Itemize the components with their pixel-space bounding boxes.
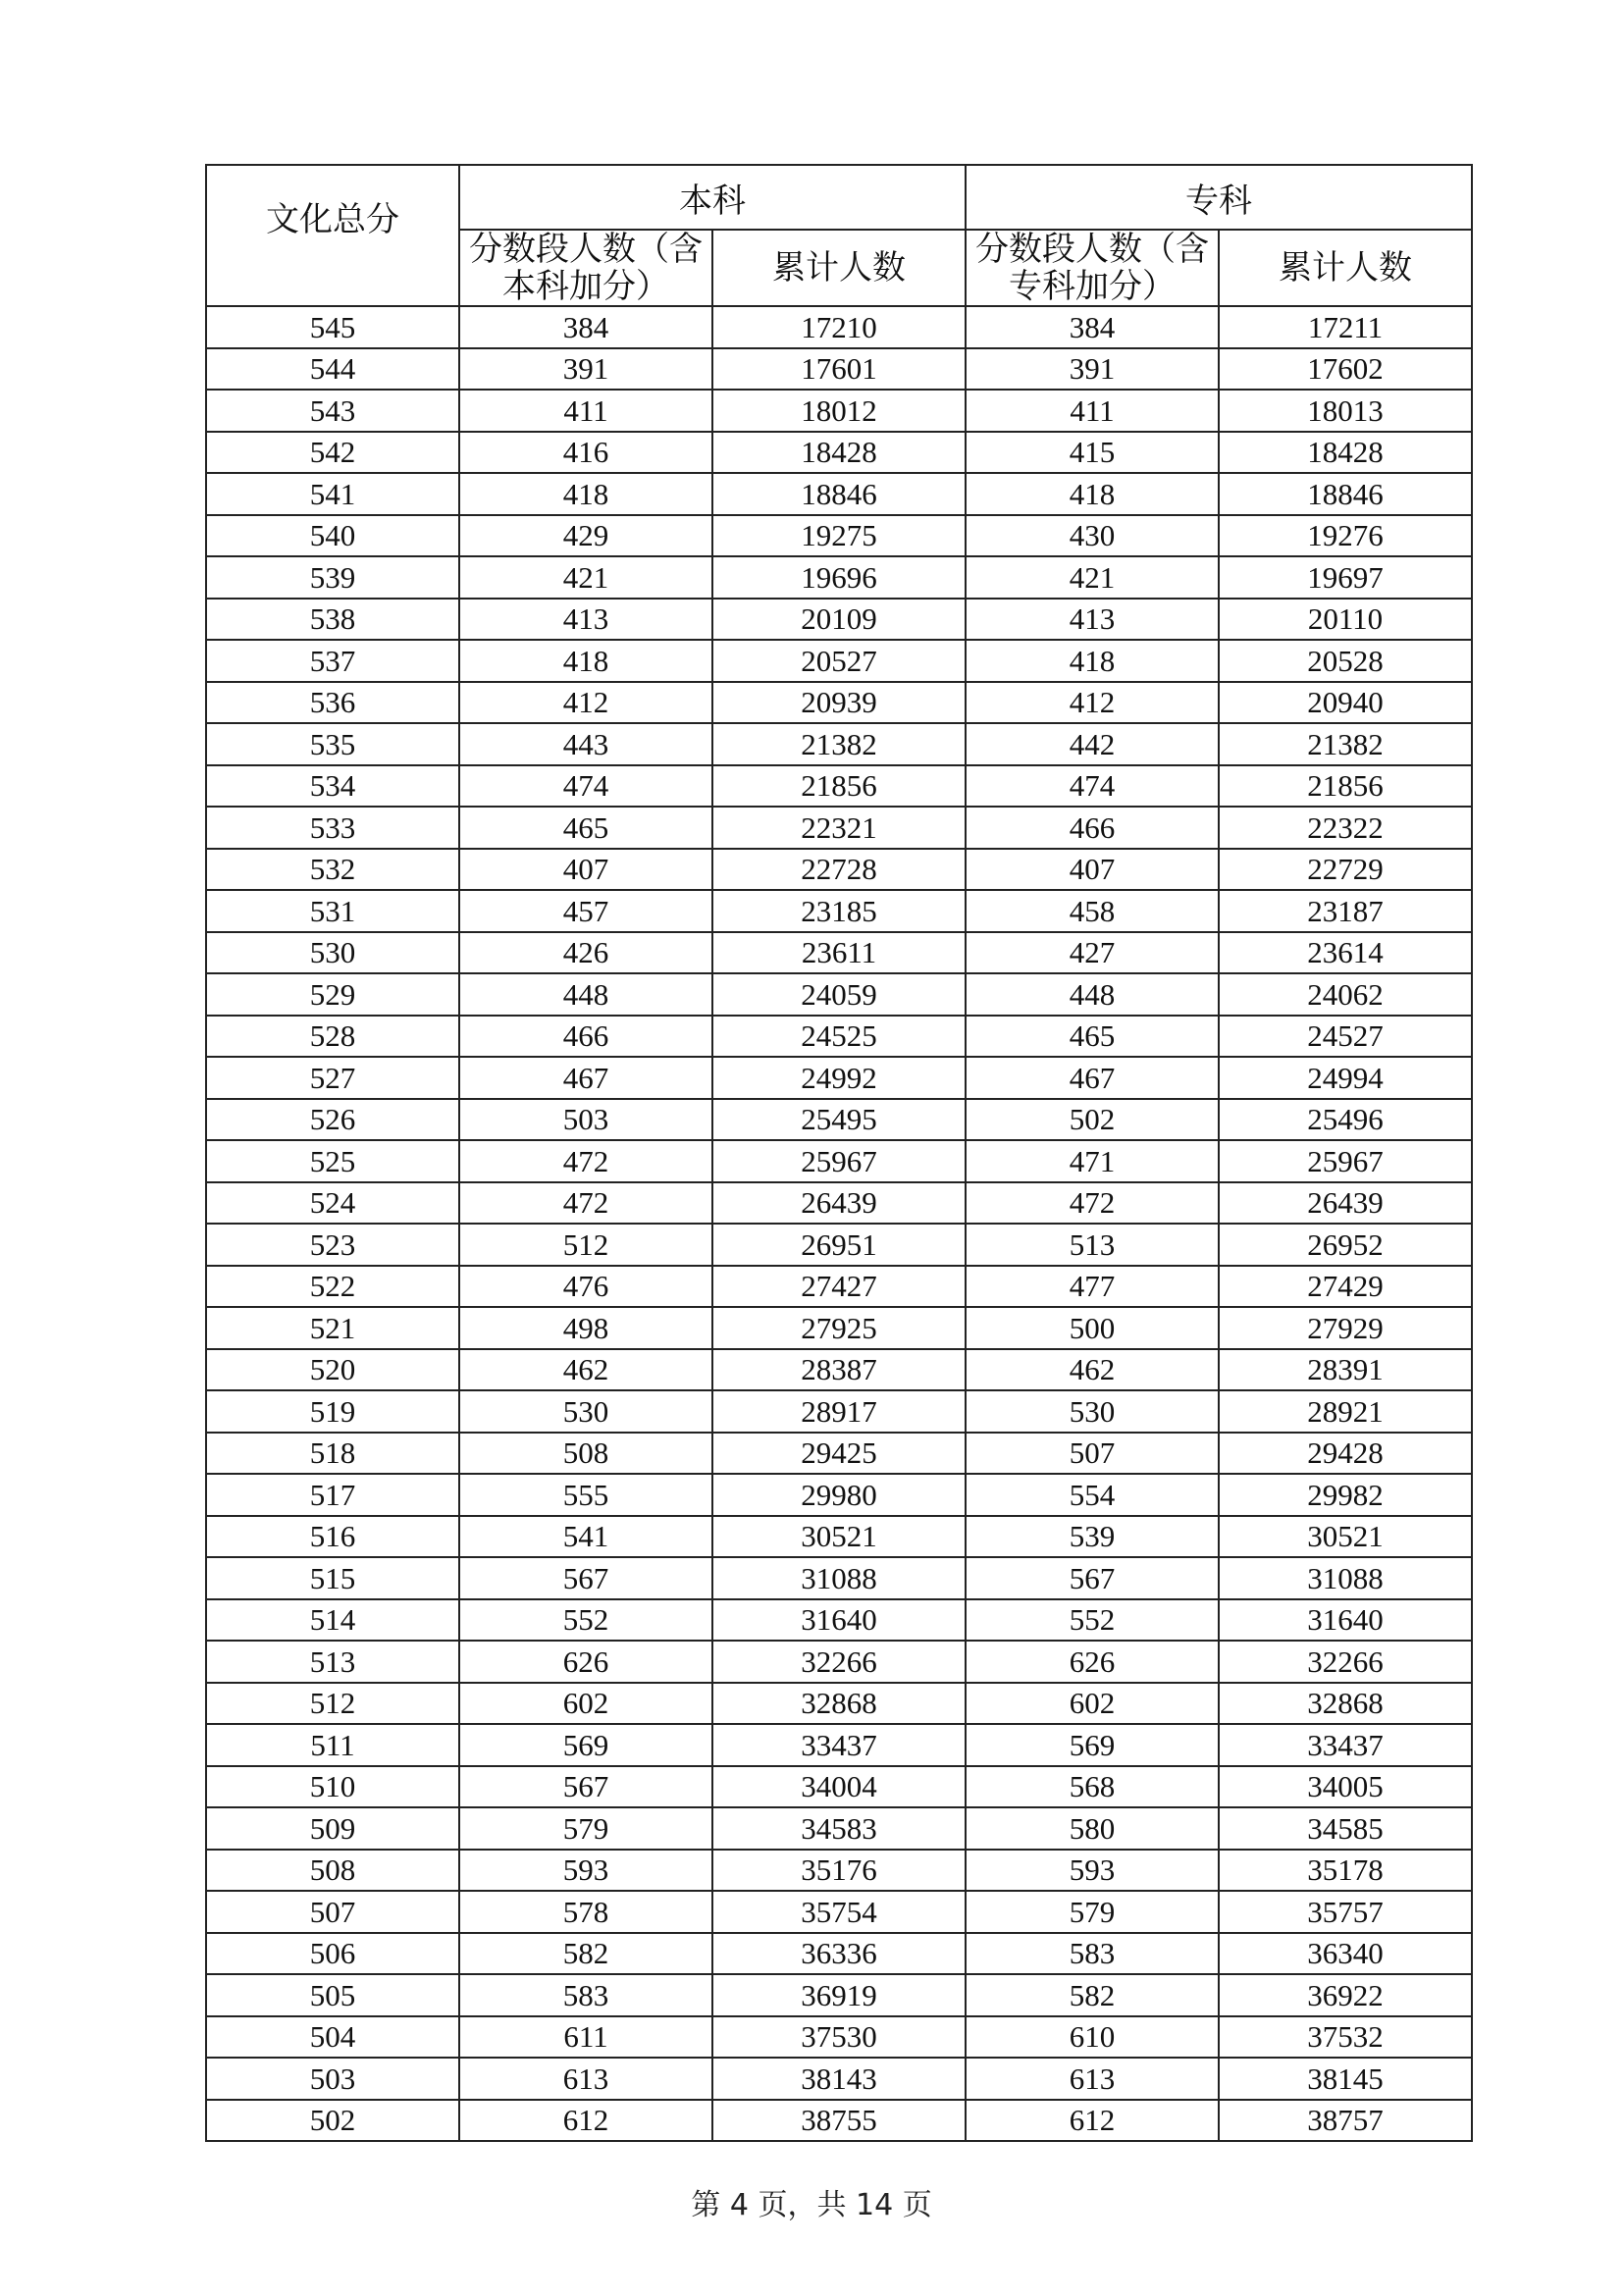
benke-cumulative-cell: 18428 bbox=[712, 432, 966, 474]
benke-segment-cell: 384 bbox=[459, 306, 712, 348]
zhuanke-cumulative-cell: 36922 bbox=[1219, 1974, 1472, 2016]
zhuanke-segment-cell: 384 bbox=[966, 306, 1219, 348]
zhuanke-cumulative-cell: 18846 bbox=[1219, 473, 1472, 515]
table-row bbox=[206, 1724, 1472, 1766]
benke-cumulative-cell: 25967 bbox=[712, 1140, 966, 1182]
zhuanke-segment-cell: 442 bbox=[966, 723, 1219, 765]
score-cell: 538 bbox=[206, 599, 459, 641]
zhuanke-cumulative-cell: 36340 bbox=[1219, 1933, 1472, 1975]
score-cell: 517 bbox=[206, 1474, 459, 1516]
benke-segment-cell: 411 bbox=[459, 390, 712, 432]
score-cell: 522 bbox=[206, 1266, 459, 1308]
zhuanke-cumulative-cell: 22729 bbox=[1219, 849, 1472, 891]
zhuanke-cumulative-cell: 17602 bbox=[1219, 348, 1472, 391]
zhuanke-segment-cell: 448 bbox=[966, 973, 1219, 1016]
benke-cumulative-cell: 17210 bbox=[712, 306, 966, 348]
zhuanke-segment-cell: 502 bbox=[966, 1099, 1219, 1141]
zhuanke-cumulative-cell: 21856 bbox=[1219, 765, 1472, 808]
benke-cumulative-cell: 30521 bbox=[712, 1516, 966, 1558]
benke-segment-cell: 602 bbox=[459, 1683, 712, 1725]
benke-cumulative-cell: 31088 bbox=[712, 1557, 966, 1599]
zhuanke-segment-cell: 554 bbox=[966, 1474, 1219, 1516]
benke-cumulative-cell: 17601 bbox=[712, 348, 966, 391]
score-cell: 545 bbox=[206, 306, 459, 348]
zhuanke-cumulative-cell: 19276 bbox=[1219, 515, 1472, 557]
table-row bbox=[206, 723, 1472, 765]
benke-segment-cell: 567 bbox=[459, 1766, 712, 1808]
header-score: 文化总分 bbox=[206, 165, 459, 306]
zhuanke-segment-cell: 418 bbox=[966, 640, 1219, 682]
zhuanke-segment-cell: 602 bbox=[966, 1683, 1219, 1725]
zhuanke-segment-cell: 583 bbox=[966, 1933, 1219, 1975]
zhuanke-cumulative-cell: 24994 bbox=[1219, 1057, 1472, 1099]
header-group-zhuanke: 专科 bbox=[966, 165, 1472, 230]
benke-cumulative-cell: 31640 bbox=[712, 1599, 966, 1642]
header-zhuanke-segment-text: 分数段人数（含专科加分） bbox=[975, 230, 1209, 306]
zhuanke-segment-cell: 582 bbox=[966, 1974, 1219, 2016]
benke-segment-cell: 391 bbox=[459, 348, 712, 391]
zhuanke-cumulative-cell: 21382 bbox=[1219, 723, 1472, 765]
zhuanke-cumulative-cell: 38145 bbox=[1219, 2058, 1472, 2100]
zhuanke-segment-cell: 626 bbox=[966, 1641, 1219, 1683]
zhuanke-cumulative-cell: 32266 bbox=[1219, 1641, 1472, 1683]
benke-cumulative-cell: 26951 bbox=[712, 1224, 966, 1266]
benke-cumulative-cell: 20939 bbox=[712, 682, 966, 724]
benke-segment-cell: 555 bbox=[459, 1474, 712, 1516]
table-row bbox=[206, 1891, 1472, 1933]
zhuanke-cumulative-cell: 38757 bbox=[1219, 2100, 1472, 2142]
benke-cumulative-cell: 22321 bbox=[712, 807, 966, 849]
table-row bbox=[206, 1974, 1472, 2016]
score-cell: 514 bbox=[206, 1599, 459, 1642]
benke-segment-cell: 465 bbox=[459, 807, 712, 849]
benke-segment-cell: 578 bbox=[459, 1891, 712, 1933]
benke-segment-cell: 503 bbox=[459, 1099, 712, 1141]
table-row bbox=[206, 348, 1472, 391]
zhuanke-segment-cell: 391 bbox=[966, 348, 1219, 391]
zhuanke-segment-cell: 552 bbox=[966, 1599, 1219, 1642]
zhuanke-segment-cell: 430 bbox=[966, 515, 1219, 557]
score-cell: 509 bbox=[206, 1807, 459, 1850]
zhuanke-cumulative-cell: 27429 bbox=[1219, 1266, 1472, 1308]
score-cell: 520 bbox=[206, 1349, 459, 1391]
benke-segment-cell: 530 bbox=[459, 1390, 712, 1433]
zhuanke-segment-cell: 418 bbox=[966, 473, 1219, 515]
zhuanke-cumulative-cell: 18013 bbox=[1219, 390, 1472, 432]
zhuanke-cumulative-cell: 24062 bbox=[1219, 973, 1472, 1016]
zhuanke-segment-cell: 415 bbox=[966, 432, 1219, 474]
table-row bbox=[206, 807, 1472, 849]
benke-cumulative-cell: 20109 bbox=[712, 599, 966, 641]
benke-segment-cell: 457 bbox=[459, 890, 712, 932]
zhuanke-segment-cell: 474 bbox=[966, 765, 1219, 808]
benke-segment-cell: 612 bbox=[459, 2100, 712, 2142]
benke-segment-cell: 413 bbox=[459, 599, 712, 641]
zhuanke-segment-cell: 507 bbox=[966, 1433, 1219, 1475]
zhuanke-cumulative-cell: 25967 bbox=[1219, 1140, 1472, 1182]
table-row bbox=[206, 640, 1472, 682]
score-cell: 502 bbox=[206, 2100, 459, 2142]
zhuanke-segment-cell: 411 bbox=[966, 390, 1219, 432]
zhuanke-segment-cell: 500 bbox=[966, 1307, 1219, 1349]
benke-segment-cell: 474 bbox=[459, 765, 712, 808]
benke-segment-cell: 426 bbox=[459, 932, 712, 974]
benke-cumulative-cell: 38755 bbox=[712, 2100, 966, 2142]
table-row bbox=[206, 1016, 1472, 1058]
benke-cumulative-cell: 26439 bbox=[712, 1182, 966, 1225]
header-zhuanke-cumulative: 累计人数 bbox=[1219, 230, 1472, 306]
zhuanke-segment-cell: 465 bbox=[966, 1016, 1219, 1058]
benke-segment-cell: 472 bbox=[459, 1140, 712, 1182]
score-cell: 505 bbox=[206, 1974, 459, 2016]
zhuanke-segment-cell: 593 bbox=[966, 1850, 1219, 1892]
benke-cumulative-cell: 29425 bbox=[712, 1433, 966, 1475]
zhuanke-cumulative-cell: 33437 bbox=[1219, 1724, 1472, 1766]
zhuanke-segment-cell: 466 bbox=[966, 807, 1219, 849]
benke-segment-cell: 466 bbox=[459, 1016, 712, 1058]
zhuanke-segment-cell: 421 bbox=[966, 556, 1219, 599]
benke-segment-cell: 498 bbox=[459, 1307, 712, 1349]
benke-segment-cell: 552 bbox=[459, 1599, 712, 1642]
benke-cumulative-cell: 25495 bbox=[712, 1099, 966, 1141]
table-row bbox=[206, 1224, 1472, 1266]
benke-cumulative-cell: 35176 bbox=[712, 1850, 966, 1892]
benke-cumulative-cell: 27427 bbox=[712, 1266, 966, 1308]
benke-segment-cell: 626 bbox=[459, 1641, 712, 1683]
table-row bbox=[206, 306, 1472, 348]
benke-cumulative-cell: 18012 bbox=[712, 390, 966, 432]
score-cell: 543 bbox=[206, 390, 459, 432]
table-row bbox=[206, 599, 1472, 641]
benke-segment-cell: 508 bbox=[459, 1433, 712, 1475]
score-cell: 528 bbox=[206, 1016, 459, 1058]
zhuanke-cumulative-cell: 26952 bbox=[1219, 1224, 1472, 1266]
header-benke-segment-text: 分数段人数（含本科加分） bbox=[469, 230, 703, 306]
benke-segment-cell: 472 bbox=[459, 1182, 712, 1225]
score-cell: 504 bbox=[206, 2016, 459, 2059]
zhuanke-cumulative-cell: 17211 bbox=[1219, 306, 1472, 348]
score-cell: 541 bbox=[206, 473, 459, 515]
benke-cumulative-cell: 36336 bbox=[712, 1933, 966, 1975]
table-row bbox=[206, 973, 1472, 1016]
benke-cumulative-cell: 19696 bbox=[712, 556, 966, 599]
benke-segment-cell: 421 bbox=[459, 556, 712, 599]
zhuanke-cumulative-cell: 26439 bbox=[1219, 1182, 1472, 1225]
zhuanke-cumulative-cell: 35757 bbox=[1219, 1891, 1472, 1933]
score-cell: 536 bbox=[206, 682, 459, 724]
zhuanke-segment-cell: 467 bbox=[966, 1057, 1219, 1099]
table-row bbox=[206, 1182, 1472, 1225]
benke-segment-cell: 448 bbox=[459, 973, 712, 1016]
table-row bbox=[206, 1307, 1472, 1349]
benke-cumulative-cell: 38143 bbox=[712, 2058, 966, 2100]
table-row bbox=[206, 1557, 1472, 1599]
header-benke-cumulative: 累计人数 bbox=[712, 230, 966, 306]
benke-segment-cell: 407 bbox=[459, 849, 712, 891]
table-row bbox=[206, 2100, 1472, 2142]
benke-segment-cell: 567 bbox=[459, 1557, 712, 1599]
score-cell: 540 bbox=[206, 515, 459, 557]
zhuanke-segment-cell: 413 bbox=[966, 599, 1219, 641]
zhuanke-segment-cell: 579 bbox=[966, 1891, 1219, 1933]
zhuanke-segment-cell: 427 bbox=[966, 932, 1219, 974]
score-distribution-table bbox=[205, 164, 1473, 2142]
benke-cumulative-cell: 21382 bbox=[712, 723, 966, 765]
header-benke-segment bbox=[459, 230, 712, 306]
zhuanke-cumulative-cell: 20110 bbox=[1219, 599, 1472, 641]
table-row bbox=[206, 1516, 1472, 1558]
table-row bbox=[206, 849, 1472, 891]
zhuanke-cumulative-cell: 30521 bbox=[1219, 1516, 1472, 1558]
table-row bbox=[206, 1474, 1472, 1516]
table-row bbox=[206, 1266, 1472, 1308]
table-row bbox=[206, 1850, 1472, 1892]
zhuanke-cumulative-cell: 29428 bbox=[1219, 1433, 1472, 1475]
score-cell: 523 bbox=[206, 1224, 459, 1266]
zhuanke-cumulative-cell: 24527 bbox=[1219, 1016, 1472, 1058]
zhuanke-segment-cell: 580 bbox=[966, 1807, 1219, 1850]
score-cell: 508 bbox=[206, 1850, 459, 1892]
zhuanke-cumulative-cell: 28921 bbox=[1219, 1390, 1472, 1433]
benke-cumulative-cell: 35754 bbox=[712, 1891, 966, 1933]
benke-segment-cell: 476 bbox=[459, 1266, 712, 1308]
benke-segment-cell: 429 bbox=[459, 515, 712, 557]
zhuanke-segment-cell: 471 bbox=[966, 1140, 1219, 1182]
score-cell: 525 bbox=[206, 1140, 459, 1182]
page-number: 第 4 页，共 14 页 bbox=[691, 2188, 932, 2222]
table-row bbox=[206, 1433, 1472, 1475]
zhuanke-segment-cell: 458 bbox=[966, 890, 1219, 932]
zhuanke-segment-cell: 530 bbox=[966, 1390, 1219, 1433]
score-cell: 507 bbox=[206, 1891, 459, 1933]
benke-cumulative-cell: 23185 bbox=[712, 890, 966, 932]
table-row bbox=[206, 2058, 1472, 2100]
benke-cumulative-cell: 34583 bbox=[712, 1807, 966, 1850]
zhuanke-cumulative-cell: 27929 bbox=[1219, 1307, 1472, 1349]
zhuanke-cumulative-cell: 31088 bbox=[1219, 1557, 1472, 1599]
benke-cumulative-cell: 28917 bbox=[712, 1390, 966, 1433]
benke-cumulative-cell: 27925 bbox=[712, 1307, 966, 1349]
zhuanke-cumulative-cell: 23187 bbox=[1219, 890, 1472, 932]
zhuanke-cumulative-cell: 34585 bbox=[1219, 1807, 1472, 1850]
table-row bbox=[206, 515, 1472, 557]
benke-cumulative-cell: 33437 bbox=[712, 1724, 966, 1766]
score-cell: 527 bbox=[206, 1057, 459, 1099]
score-cell: 512 bbox=[206, 1683, 459, 1725]
benke-cumulative-cell: 22728 bbox=[712, 849, 966, 891]
table-body bbox=[206, 306, 1472, 2141]
table-row bbox=[206, 1933, 1472, 1975]
score-cell: 516 bbox=[206, 1516, 459, 1558]
table-row bbox=[206, 682, 1472, 724]
table-row bbox=[206, 1807, 1472, 1850]
zhuanke-cumulative-cell: 34005 bbox=[1219, 1766, 1472, 1808]
zhuanke-segment-cell: 513 bbox=[966, 1224, 1219, 1266]
table-row bbox=[206, 890, 1472, 932]
benke-segment-cell: 412 bbox=[459, 682, 712, 724]
benke-cumulative-cell: 32266 bbox=[712, 1641, 966, 1683]
zhuanke-segment-cell: 567 bbox=[966, 1557, 1219, 1599]
table-row bbox=[206, 1349, 1472, 1391]
score-cell: 524 bbox=[206, 1182, 459, 1225]
score-cell: 544 bbox=[206, 348, 459, 391]
benke-cumulative-cell: 19275 bbox=[712, 515, 966, 557]
zhuanke-segment-cell: 613 bbox=[966, 2058, 1219, 2100]
table-row bbox=[206, 556, 1472, 599]
zhuanke-segment-cell: 412 bbox=[966, 682, 1219, 724]
table-row bbox=[206, 1599, 1472, 1642]
zhuanke-cumulative-cell: 19697 bbox=[1219, 556, 1472, 599]
table-row bbox=[206, 1641, 1472, 1683]
score-cell: 530 bbox=[206, 932, 459, 974]
benke-segment-cell: 569 bbox=[459, 1724, 712, 1766]
benke-cumulative-cell: 28387 bbox=[712, 1349, 966, 1391]
zhuanke-cumulative-cell: 20940 bbox=[1219, 682, 1472, 724]
table-row bbox=[206, 1057, 1472, 1099]
benke-cumulative-cell: 24525 bbox=[712, 1016, 966, 1058]
score-cell: 521 bbox=[206, 1307, 459, 1349]
score-cell: 533 bbox=[206, 807, 459, 849]
benke-segment-cell: 579 bbox=[459, 1807, 712, 1850]
zhuanke-cumulative-cell: 22322 bbox=[1219, 807, 1472, 849]
benke-cumulative-cell: 20527 bbox=[712, 640, 966, 682]
score-cell: 518 bbox=[206, 1433, 459, 1475]
zhuanke-segment-cell: 569 bbox=[966, 1724, 1219, 1766]
zhuanke-segment-cell: 539 bbox=[966, 1516, 1219, 1558]
score-cell: 513 bbox=[206, 1641, 459, 1683]
benke-cumulative-cell: 24992 bbox=[712, 1057, 966, 1099]
table-row bbox=[206, 1766, 1472, 1808]
zhuanke-segment-cell: 472 bbox=[966, 1182, 1219, 1225]
score-cell: 531 bbox=[206, 890, 459, 932]
benke-cumulative-cell: 34004 bbox=[712, 1766, 966, 1808]
header-group-benke: 本科 bbox=[459, 165, 966, 230]
benke-cumulative-cell: 18846 bbox=[712, 473, 966, 515]
zhuanke-cumulative-cell: 28391 bbox=[1219, 1349, 1472, 1391]
benke-segment-cell: 467 bbox=[459, 1057, 712, 1099]
benke-segment-cell: 593 bbox=[459, 1850, 712, 1892]
benke-segment-cell: 462 bbox=[459, 1349, 712, 1391]
table-row bbox=[206, 1140, 1472, 1182]
score-cell: 535 bbox=[206, 723, 459, 765]
benke-segment-cell: 611 bbox=[459, 2016, 712, 2059]
table-row bbox=[206, 1099, 1472, 1141]
benke-cumulative-cell: 29980 bbox=[712, 1474, 966, 1516]
benke-segment-cell: 418 bbox=[459, 640, 712, 682]
table-row bbox=[206, 1683, 1472, 1725]
score-cell: 510 bbox=[206, 1766, 459, 1808]
score-cell: 526 bbox=[206, 1099, 459, 1141]
score-cell: 506 bbox=[206, 1933, 459, 1975]
benke-segment-cell: 416 bbox=[459, 432, 712, 474]
table-row bbox=[206, 473, 1472, 515]
benke-segment-cell: 583 bbox=[459, 1974, 712, 2016]
zhuanke-segment-cell: 612 bbox=[966, 2100, 1219, 2142]
zhuanke-cumulative-cell: 23614 bbox=[1219, 932, 1472, 974]
score-cell: 511 bbox=[206, 1724, 459, 1766]
zhuanke-segment-cell: 477 bbox=[966, 1266, 1219, 1308]
score-cell: 529 bbox=[206, 973, 459, 1016]
benke-segment-cell: 613 bbox=[459, 2058, 712, 2100]
benke-cumulative-cell: 21856 bbox=[712, 765, 966, 808]
benke-cumulative-cell: 36919 bbox=[712, 1974, 966, 2016]
zhuanke-cumulative-cell: 31640 bbox=[1219, 1599, 1472, 1642]
benke-segment-cell: 541 bbox=[459, 1516, 712, 1558]
table-row bbox=[206, 432, 1472, 474]
benke-segment-cell: 582 bbox=[459, 1933, 712, 1975]
zhuanke-cumulative-cell: 18428 bbox=[1219, 432, 1472, 474]
zhuanke-segment-cell: 568 bbox=[966, 1766, 1219, 1808]
zhuanke-cumulative-cell: 32868 bbox=[1219, 1683, 1472, 1725]
zhuanke-segment-cell: 462 bbox=[966, 1349, 1219, 1391]
score-cell: 519 bbox=[206, 1390, 459, 1433]
table-row bbox=[206, 390, 1472, 432]
zhuanke-cumulative-cell: 37532 bbox=[1219, 2016, 1472, 2059]
table-row bbox=[206, 2016, 1472, 2059]
zhuanke-segment-cell: 610 bbox=[966, 2016, 1219, 2059]
zhuanke-cumulative-cell: 35178 bbox=[1219, 1850, 1472, 1892]
zhuanke-segment-cell: 407 bbox=[966, 849, 1219, 891]
score-cell: 537 bbox=[206, 640, 459, 682]
score-cell: 503 bbox=[206, 2058, 459, 2100]
zhuanke-cumulative-cell: 25496 bbox=[1219, 1099, 1472, 1141]
benke-cumulative-cell: 23611 bbox=[712, 932, 966, 974]
score-cell: 542 bbox=[206, 432, 459, 474]
benke-cumulative-cell: 24059 bbox=[712, 973, 966, 1016]
score-cell: 534 bbox=[206, 765, 459, 808]
benke-segment-cell: 418 bbox=[459, 473, 712, 515]
benke-segment-cell: 443 bbox=[459, 723, 712, 765]
benke-cumulative-cell: 37530 bbox=[712, 2016, 966, 2059]
zhuanke-cumulative-cell: 20528 bbox=[1219, 640, 1472, 682]
zhuanke-cumulative-cell: 29982 bbox=[1219, 1474, 1472, 1516]
header-zhuanke-segment bbox=[966, 230, 1219, 306]
score-cell: 532 bbox=[206, 849, 459, 891]
score-cell: 515 bbox=[206, 1557, 459, 1599]
table-row bbox=[206, 932, 1472, 974]
table-row bbox=[206, 765, 1472, 808]
score-cell: 539 bbox=[206, 556, 459, 599]
benke-segment-cell: 512 bbox=[459, 1224, 712, 1266]
table-row bbox=[206, 1390, 1472, 1433]
benke-cumulative-cell: 32868 bbox=[712, 1683, 966, 1725]
